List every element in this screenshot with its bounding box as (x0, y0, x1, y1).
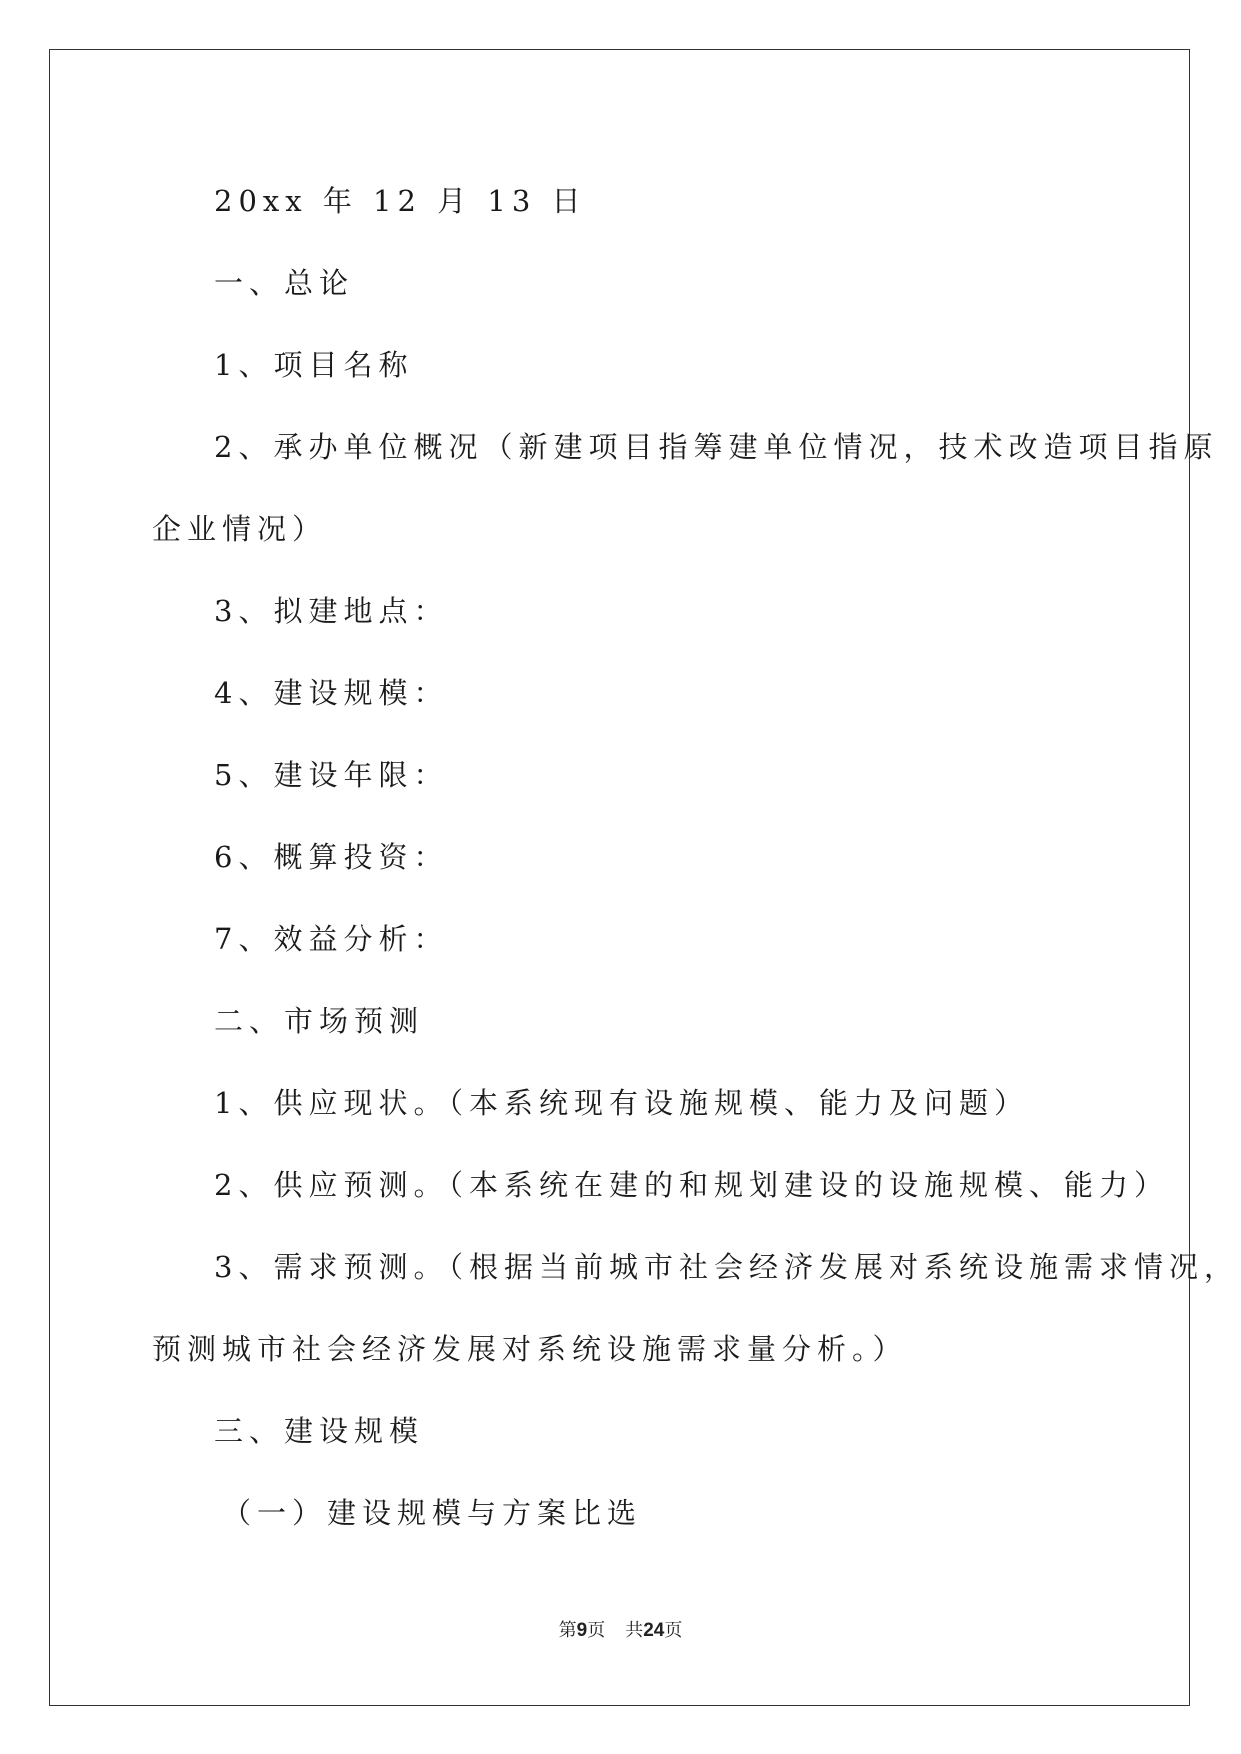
page-footer (0, 1616, 1241, 1642)
item-supply-status: 1、供应现状。（本系统现有设施规模、能力及问题） (214, 1086, 1029, 1120)
item-construction-scale: 4、建设规模： (214, 676, 449, 710)
page-number: 9 (576, 1620, 588, 1641)
item-supply-forecast: 2、供应预测。（本系统在建的和规划建设的设施规模、能力） (214, 1168, 1169, 1202)
subsection-heading-scale-comparison: （一）建设规模与方案比选 (222, 1496, 643, 1530)
item-estimated-investment: 6、概算投资： (214, 840, 449, 874)
total-prefix: 共 (625, 1620, 644, 1641)
item-proposed-location: 3、拟建地点： (214, 594, 449, 628)
page-prefix: 第 (558, 1620, 577, 1641)
item-project-name: 1、项目名称 (214, 348, 414, 382)
item-demand-forecast-continued: 预测城市社会经济发展对系统设施需求量分析。） (152, 1332, 908, 1366)
document-body (152, 160, 1239, 1554)
item-organizer-overview-continued: 企业情况） (152, 512, 328, 546)
item-demand-forecast: 3、需求预测。（根据当前城市社会经济发展对系统设施需求情况， (214, 1250, 1239, 1284)
item-benefit-analysis: 7、效益分析： (214, 922, 449, 956)
page-suffix: 页 (587, 1620, 606, 1641)
date-line: 20xx 年 12 月 13 日 (214, 184, 587, 218)
section-heading-market-forecast: 二、市场预测 (214, 1004, 425, 1038)
total-suffix: 页 (664, 1620, 683, 1641)
total-pages: 24 (643, 1620, 665, 1641)
item-organizer-overview: 2、承办单位概况（新建项目指筹建单位情况，技术改造项目指原 (214, 430, 1219, 464)
section-heading-construction-scale: 三、建设规模 (214, 1414, 425, 1448)
item-construction-period: 5、建设年限： (214, 758, 449, 792)
section-heading-general: 一、总论 (214, 266, 355, 300)
